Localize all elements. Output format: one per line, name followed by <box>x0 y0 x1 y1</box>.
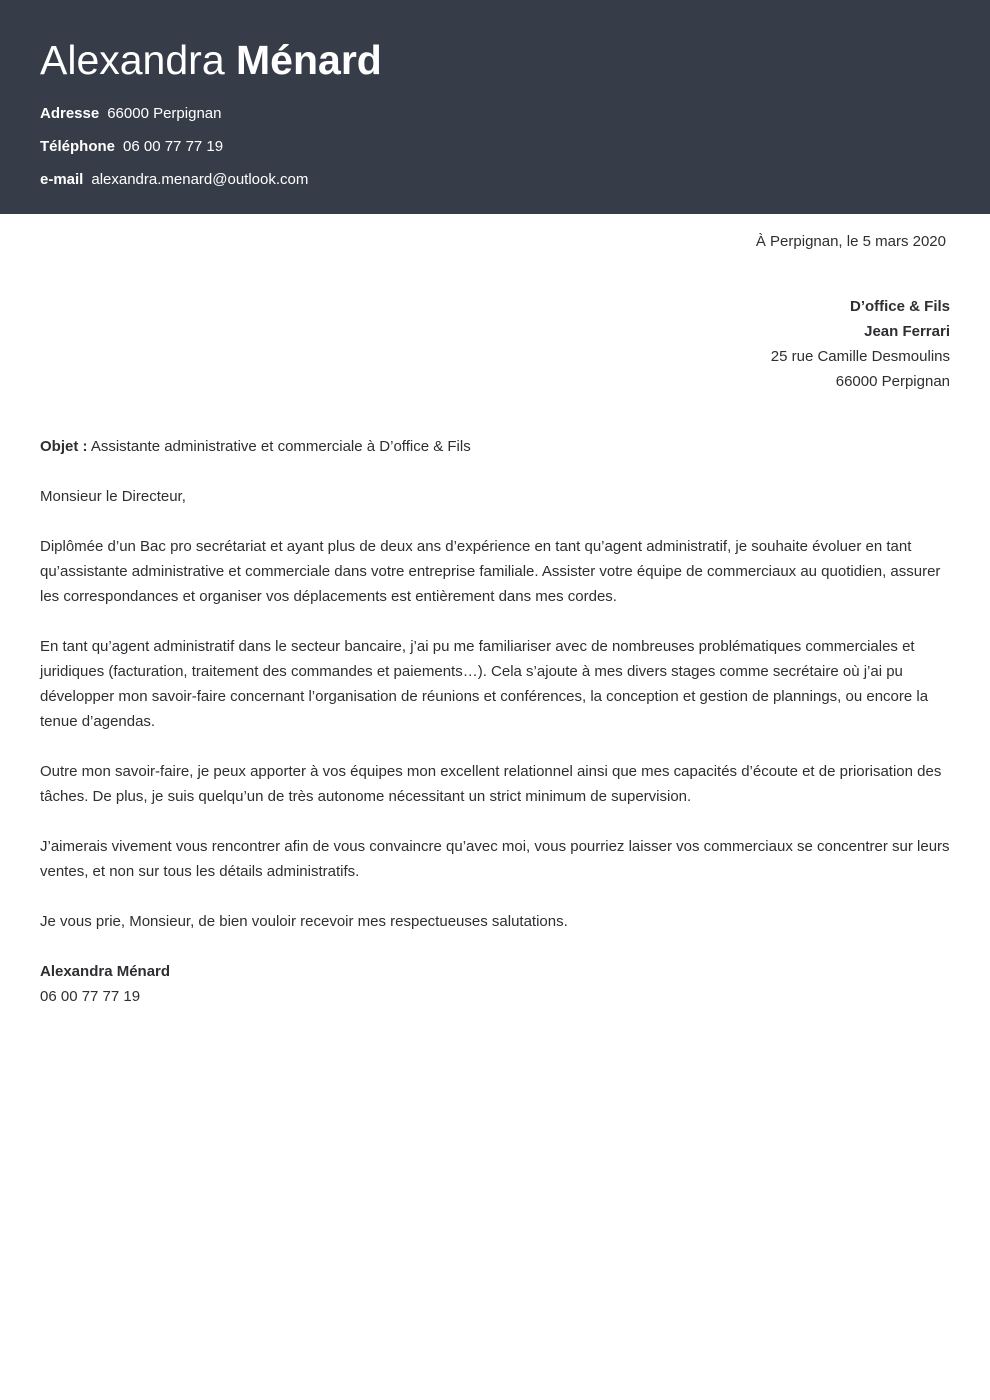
recipient-city: 66000 Perpignan <box>835 373 950 390</box>
body-paragraph-1: Diplômée d’un Bac pro secrétariat et ayant plus de deux ans d’expérience en tant qu’agent administratif, je souhaite évoluer en tant qu’assistante administrative et commerciale dans votre entreprise familiale. Assister votre équipe de commerciaux au quotidien, assurer les correspondances et organiser vos déplacements est entièrement dans mes cordes. <box>40 538 941 605</box>
signature-phone: 06 00 77 77 19 <box>40 988 141 1005</box>
sender-last-name: Ménard <box>236 37 382 83</box>
letter-header <box>0 0 990 214</box>
signature-name: Alexandra Ménard <box>40 963 171 980</box>
contact-email <box>40 170 950 203</box>
contact-phone-value: 06 00 77 77 19 <box>123 138 224 155</box>
closing-formula: Je vous prie, Monsieur, de bien vouloir recevoir mes respectueuses salutations. <box>40 913 568 930</box>
contact-phone-label: Téléphone <box>40 138 116 155</box>
contact-address-label: Adresse <box>40 105 100 122</box>
salutation: Monsieur le Directeur, <box>40 488 186 505</box>
letter-date: À Perpignan, le 5 mars 2020 <box>755 233 946 250</box>
body-paragraph-2: En tant qu’agent administratif dans le secteur bancaire, j’ai pu me familiariser avec de nombreuses problématiques commerciales et juridiques (facturation, traitement des commandes et paiements…). Cela s’ajoute à mes divers stages comme secrétaire où j’ai pu développer mon savoir-faire concernant l’organisation de réunions et conférences, la conception et gestion de plannings, ou encore la tenue d’agendas. <box>40 638 929 730</box>
body-paragraph-3: Outre mon savoir-faire, je peux apporter à vos équipes mon excellent relationnel ainsi que mes capacités d’écoute et de priorisation des tâches. De plus, je suis quelqu’un de très autonome nécessitant un strict minimum de supervision. <box>40 763 942 805</box>
recipient-block <box>40 294 950 394</box>
sender-name <box>40 36 950 84</box>
sender-first-name: Alexandra <box>40 37 225 83</box>
letter-subject <box>40 434 950 459</box>
contact-email-value: alexandra.menard@outlook.com <box>91 171 309 188</box>
contact-address-value: 66000 Perpignan <box>107 105 222 122</box>
contact-email-label: e-mail <box>40 171 84 188</box>
contact-address <box>40 104 950 137</box>
signature-block <box>40 959 950 1009</box>
recipient-company: D’office & Fils <box>849 298 950 315</box>
subject-label: Objet : <box>40 438 88 455</box>
letter-body <box>0 229 990 1009</box>
contact-phone <box>40 137 950 170</box>
subject-text: Assistante administrative et commerciale à D’office & Fils <box>90 438 471 455</box>
body-paragraph-4: J’aimerais vivement vous rencontrer afin de vous convaincre qu’avec moi, vous pourriez laisser vos commerciaux se concentrer sur leurs ventes, et non sur tous les détails administratifs. <box>40 838 950 880</box>
recipient-street: 25 rue Camille Desmoulins <box>770 348 950 365</box>
recipient-person: Jean Ferrari <box>864 323 950 340</box>
